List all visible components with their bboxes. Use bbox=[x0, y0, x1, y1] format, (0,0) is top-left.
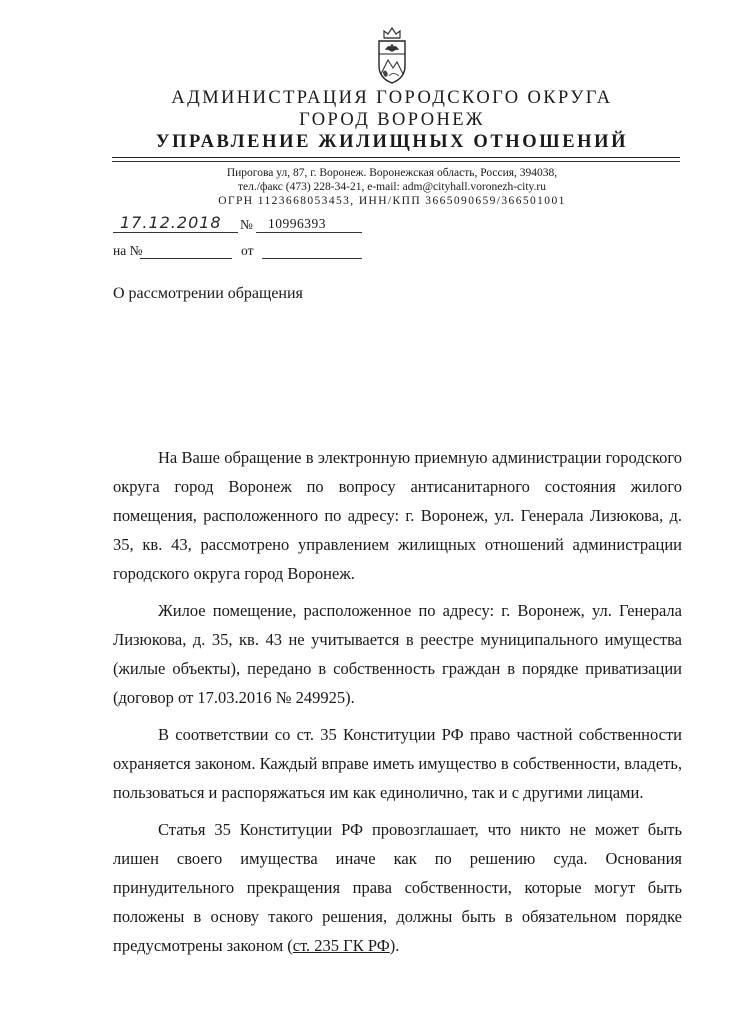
number-underline bbox=[256, 232, 362, 233]
postal-address: Пирогова ул, 87, г. Воронеж. Воронежская область, Россия, 394038, bbox=[226, 167, 558, 179]
ogrn-inn: ОГРН 1123668053453, ИНН/КПП 3665090659/366501001 bbox=[218, 195, 566, 207]
letterhead-rule-thick bbox=[112, 157, 680, 158]
date-underline bbox=[113, 232, 238, 233]
reference-date-underline bbox=[262, 258, 362, 259]
letterhead-rule-thin bbox=[112, 161, 680, 162]
civil-code-link[interactable]: ст. 235 ГК РФ bbox=[292, 936, 390, 955]
reference-number-underline bbox=[140, 258, 232, 259]
org-name-line2: ГОРОД ВОРОНЕЖ bbox=[299, 110, 485, 130]
outgoing-number: 10996393 bbox=[268, 216, 326, 231]
letter-subject: О рассмотрении обращения bbox=[113, 285, 303, 302]
department-name: УПРАВЛЕНИЕ ЖИЛИЩНЫХ ОТНОШЕНИЙ bbox=[155, 132, 629, 152]
paragraph-2: Жилое помещение, расположенное по адресу: г. Воронеж, ул. Генерала Лизюкова, д. 35, кв. 43 не учитывается в реестре муниципального имущества (жилые объекты), передано в собственность граждан в порядке приватизации (договор от 17.03.2016 № 249925). bbox=[113, 601, 682, 707]
number-label: № bbox=[240, 217, 253, 232]
org-name-line1: АДМИНИСТРАЦИЯ ГОРОДСКОГО ОКРУГА bbox=[171, 88, 613, 108]
paragraph-3: В соответствии со ст. 35 Конституции РФ право частной собственности охраняется законом. Каждый вправе иметь имущество в собственности, владеть, пользоваться и распоряжаться им как единолично, так и с другими лицами. bbox=[113, 725, 682, 802]
outgoing-date: 17.12.2018 bbox=[120, 213, 222, 232]
coat-of-arms-icon bbox=[375, 24, 409, 86]
reference-date-label: от bbox=[241, 243, 254, 258]
reference-number-label: на № bbox=[113, 243, 143, 258]
paragraph-4 bbox=[113, 815, 682, 960]
paragraph-1: На Ваше обращение в электронную приемную администрации городского округа город Воронеж по вопросу антисанитарного состояния жилого помещения, расположенного по адресу: г. Воронеж, ул. Генерала Лизюкова, д. 35, кв. 43, рассмотрено управлением жилищных отношений администрации городского округа город Воронеж. bbox=[113, 448, 682, 583]
phone-email: тел./факс (473) 228-34-21, e-mail: adm@cityhall.voronezh-city.ru bbox=[238, 181, 546, 193]
letter-body bbox=[113, 443, 682, 968]
paragraph-4-end: ). bbox=[389, 936, 400, 955]
paragraph-4-text: Статья 35 Конституции РФ провозглашает, что никто не может быть лишен своего имущества иначе как по решению суда. Основания принудительного прекращения права собственности, которые могут быть положены в основу такого решения, должны быть в обязательном порядке предусмотрены законом ( bbox=[113, 820, 682, 955]
